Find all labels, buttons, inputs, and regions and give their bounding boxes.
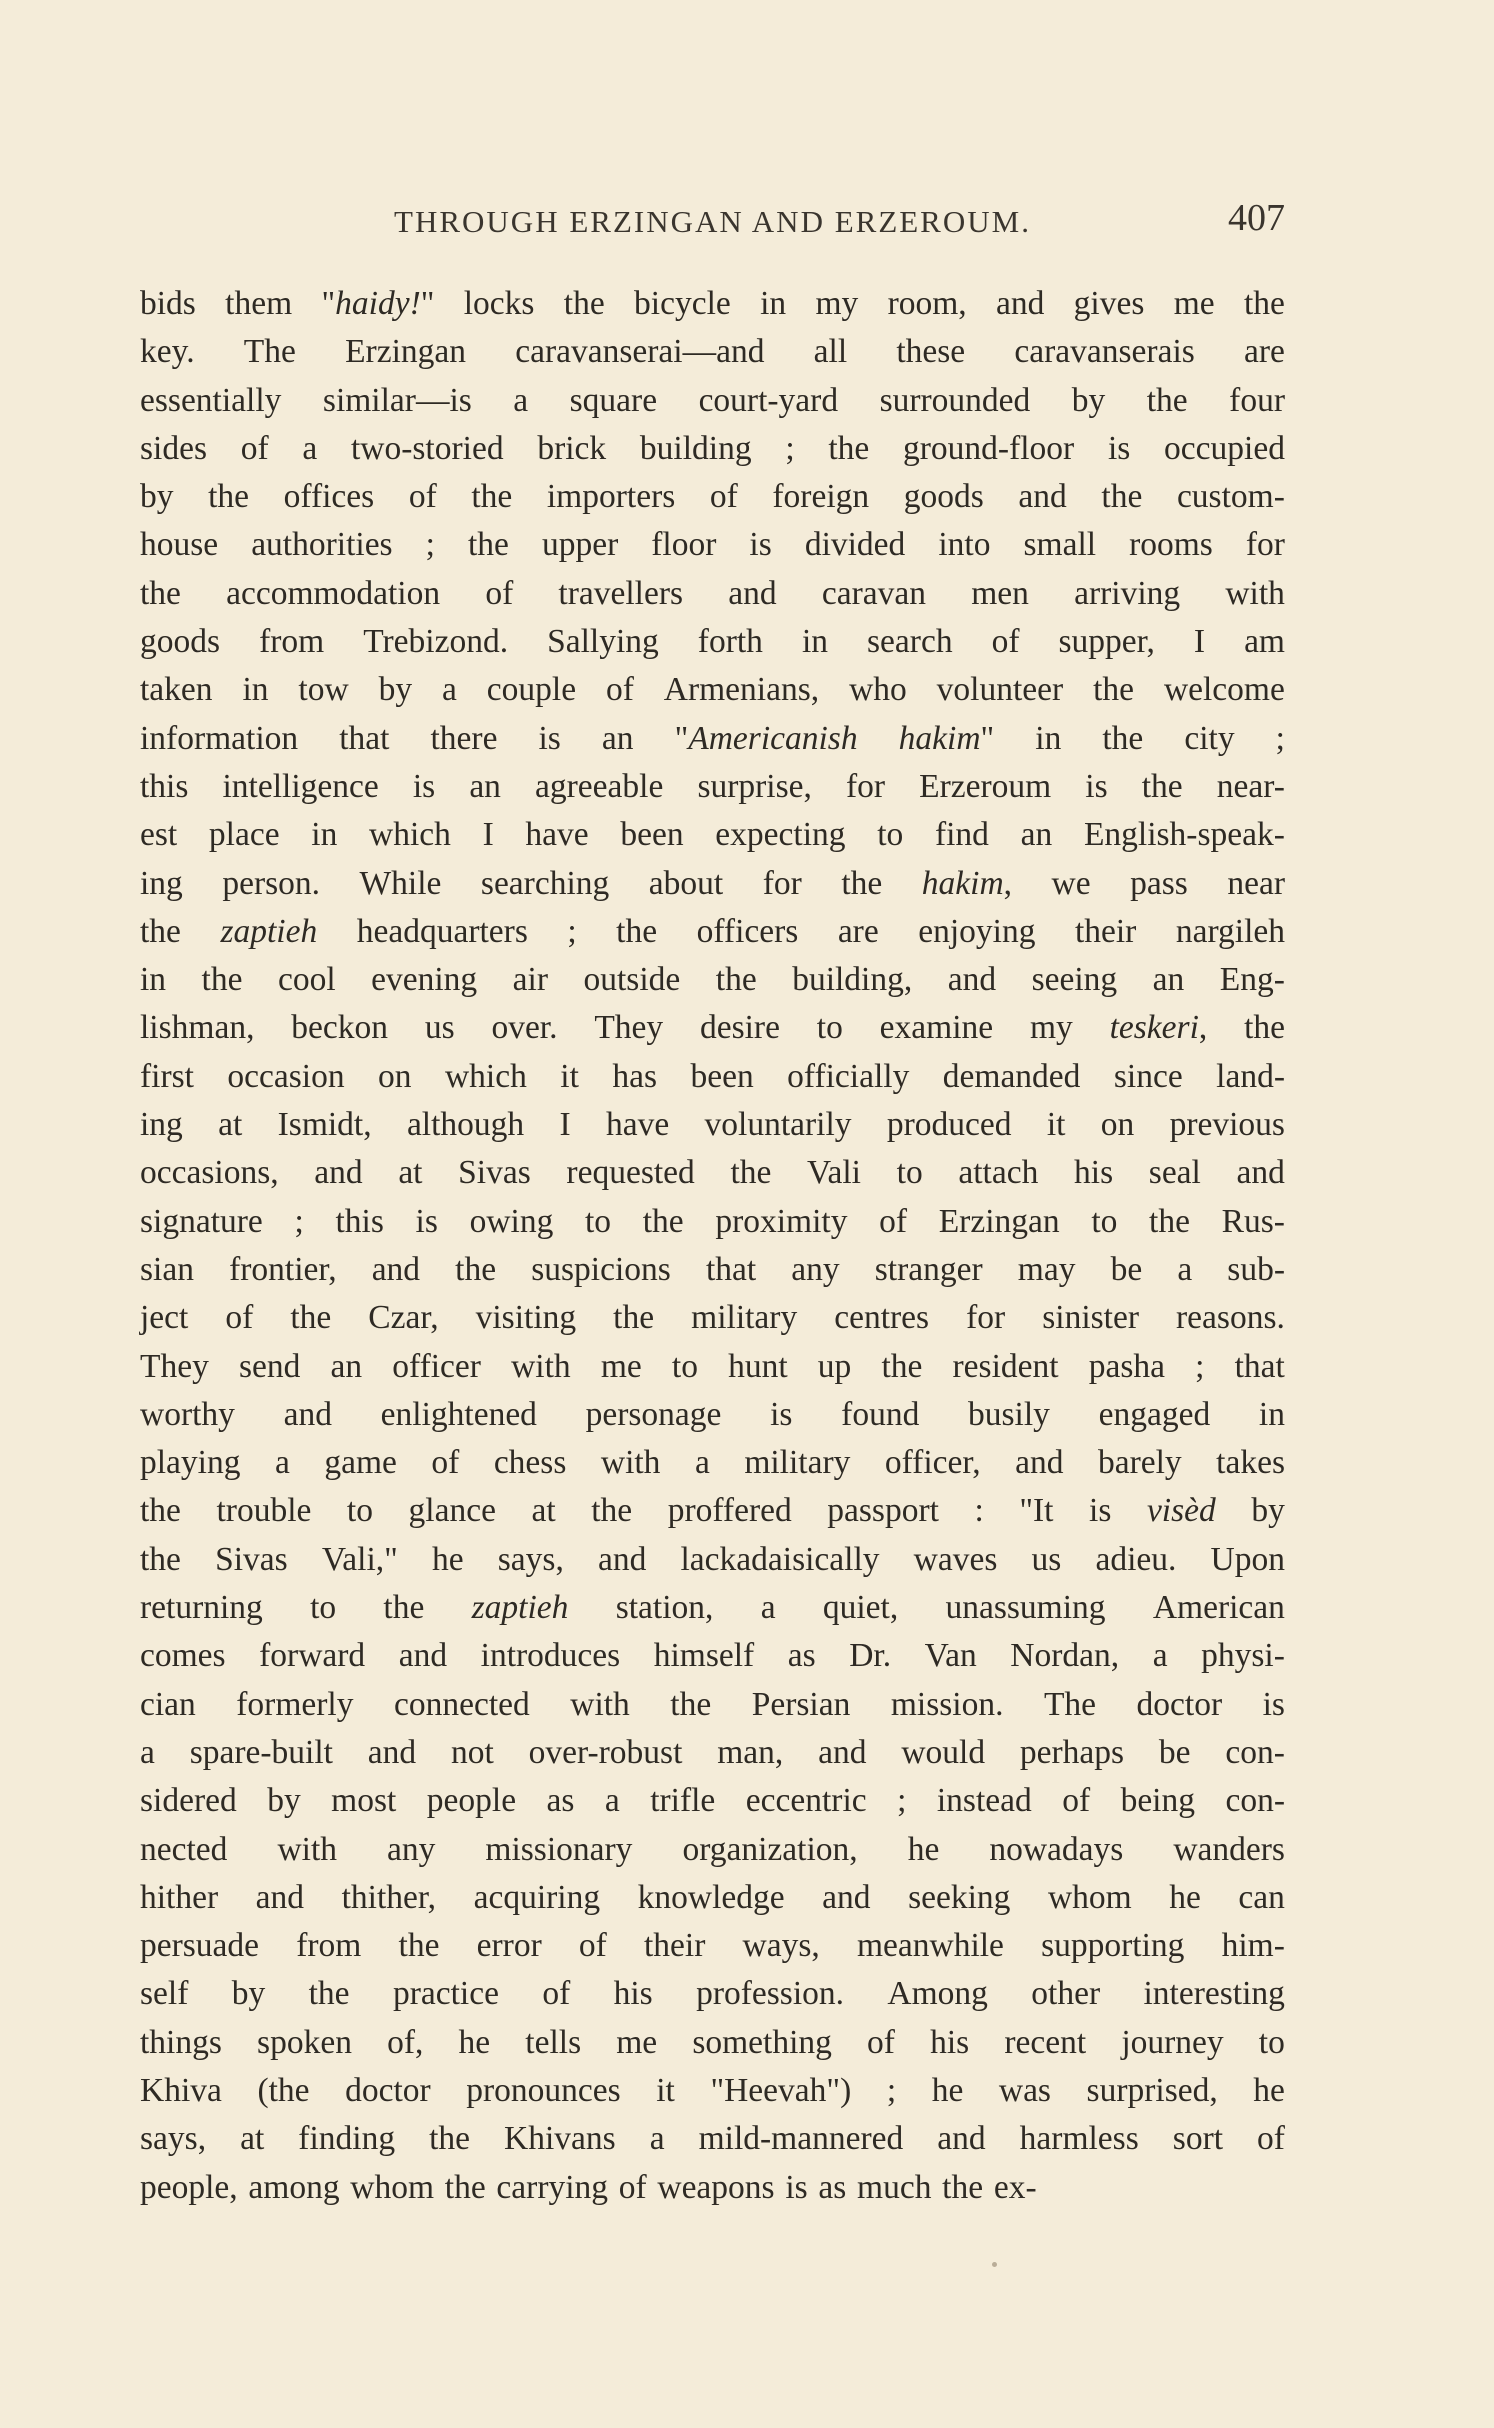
text-line: sidered by most people as a trifle eccentric ; instead of being con- <box>140 1782 1285 1820</box>
text-line: says, at finding the Khivans a mild-mannered and harmless sort of <box>140 2120 1285 2158</box>
text-line: playing a game of chess with a military officer, and barely takes <box>140 1444 1285 1482</box>
text-line: Khiva (the doctor pronounces it "Heevah") ; he was surprised, he <box>140 2071 1285 2109</box>
text-line: this intelligence is an agreeable surprise, for Erzeroum is the near- <box>140 767 1285 805</box>
text-line: goods from Trebizond. Sallying forth in search of supper, I am <box>140 623 1285 661</box>
paper-speck <box>992 2262 997 2267</box>
text-line: the trouble to glance at the proffered passport : "It is visèd by <box>140 1492 1285 1530</box>
text-line: first occasion on which it has been officially demanded since land- <box>140 1057 1285 1095</box>
text-line: sian frontier, and the suspicions that any stranger may be a sub- <box>140 1250 1285 1288</box>
text-line: signature ; this is owing to the proximity of Erzingan to the Rus- <box>140 1202 1285 1240</box>
text-line: by the offices of the importers of foreign goods and the custom- <box>140 478 1285 516</box>
text-line: the zaptieh headquarters ; the officers are enjoying their nargileh <box>140 912 1285 950</box>
text-line: nected with any missionary organization, he nowadays wanders <box>140 1830 1285 1868</box>
text-line: people, among whom the carrying of weapons is as much the ex- <box>140 2168 1037 2206</box>
text-line: ing at Ismidt, although I have voluntarily produced it on previous <box>140 1106 1285 1144</box>
text-line: the Sivas Vali," he says, and lackadaisically waves us adieu. Upon <box>140 1540 1285 1578</box>
text-line: in the cool evening air outside the building, and seeing an Eng- <box>140 961 1285 999</box>
text-line: cian formerly connected with the Persian mission. The doctor is <box>140 1685 1285 1723</box>
text-line: They send an officer with me to hunt up the resident pasha ; that <box>140 1347 1285 1385</box>
text-line: things spoken of, he tells me something of his recent journey to <box>140 2023 1285 2061</box>
text-line: returning to the zaptieh station, a quiet, unassuming American <box>140 1589 1285 1627</box>
text-line: ject of the Czar, visiting the military centres for sinister reasons. <box>140 1299 1285 1337</box>
body-text <box>140 280 1285 2212</box>
text-line: persuade from the error of their ways, meanwhile supporting him- <box>140 1927 1285 1965</box>
text-line: lishman, beckon us over. They desire to examine my teskeri, the <box>140 1009 1285 1047</box>
text-line: est place in which I have been expecting to find an English-speak- <box>140 816 1285 854</box>
running-head <box>140 196 1285 248</box>
text-line: essentially similar—is a square court-yard surrounded by the four <box>140 381 1285 419</box>
text-line: key. The Erzingan caravanserai—and all these caravanserais are <box>140 333 1285 371</box>
page-number: 407 <box>1228 197 1285 239</box>
text-line: house authorities ; the upper floor is divided into small rooms for <box>140 526 1285 564</box>
text-line: self by the practice of his profession. Among other interesting <box>140 1975 1285 2013</box>
text-line: taken in tow by a couple of Armenians, who volunteer the welcome <box>140 671 1285 709</box>
text-line: worthy and enlightened personage is found busily engaged in <box>140 1395 1285 1433</box>
running-title: THROUGH ERZINGAN AND ERZEROUM. <box>394 204 1031 239</box>
text-line: comes forward and introduces himself as Dr. Van Nordan, a physi- <box>140 1637 1285 1675</box>
text-line: information that there is an "Americanish hakim" in the city ; <box>140 719 1285 757</box>
text-line: a spare-built and not over-robust man, and would perhaps be con- <box>140 1733 1285 1771</box>
text-line: occasions, and at Sivas requested the Vali to attach his seal and <box>140 1154 1285 1192</box>
text-line: ing person. While searching about for the hakim, we pass near <box>140 864 1285 902</box>
text-line: hither and thither, acquiring knowledge and seeking whom he can <box>140 1878 1285 1916</box>
text-line: bids them "haidy!" locks the bicycle in my room, and gives me the <box>140 285 1285 322</box>
text-line: the accommodation of travellers and caravan men arriving with <box>140 574 1285 612</box>
text-line: sides of a two-storied brick building ; the ground-floor is occupied <box>140 429 1285 467</box>
